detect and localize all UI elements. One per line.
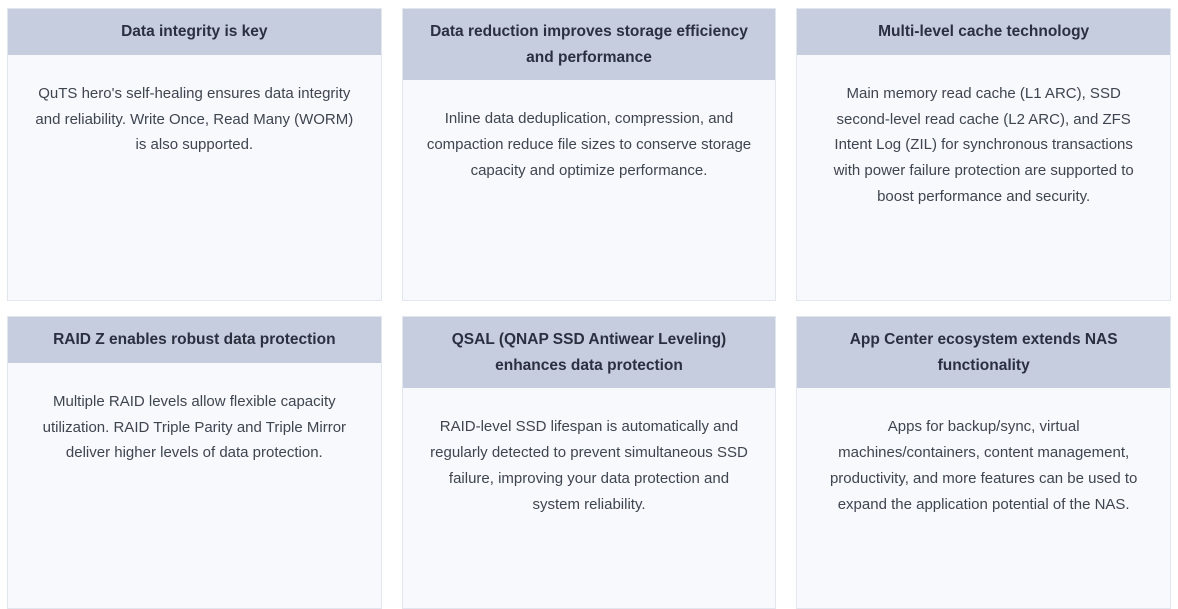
feature-card-description: QuTS hero's self-healing ensures data integrity and reliability. Write Once, Read Many (WORM) is also supported. [35,84,354,154]
feature-card-description: Multiple RAID levels allow flexible capacity utilization. RAID Triple Parity and Triple Mirror deliver higher levels of data protection. [42,392,347,462]
feature-card [7,316,382,609]
feature-card-body [403,388,776,608]
feature-card-body [8,363,381,608]
feature-card-title: Multi-level cache technology [797,9,1170,55]
feature-card-body [403,80,776,300]
feature-card [796,8,1171,301]
feature-card [796,316,1171,609]
feature-card-title: App Center ecosystem extends NAS functionality [797,317,1170,388]
feature-card-body [797,388,1170,608]
feature-card-description: Apps for backup/sync, virtual machines/containers, content management, productivity, and more features can be used to expand the application potential of the NAS. [829,418,1138,513]
feature-card [402,8,777,301]
feature-card [402,316,777,609]
feature-card-description: Inline data deduplication, compression, and compaction reduce file sizes to conserve storage capacity and optimize performance. [426,110,752,179]
feature-card-title: Data integrity is key [8,9,381,55]
feature-card-title: RAID Z enables robust data protection [8,317,381,363]
feature-card-body [797,55,1170,300]
feature-card-title: QSAL (QNAP SSD Antiwear Leveling) enhances data protection [403,317,776,388]
feature-card [7,8,382,301]
feature-card-body [8,55,381,300]
feature-card-description: Main memory read cache (L1 ARC), SSD second-level read cache (L2 ARC), and ZFS Intent Log (ZIL) for synchronous transactions with power failure protection are supported to boost performance and security. [833,84,1134,206]
feature-card-description: RAID-level SSD lifespan is automatically and regularly detected to prevent simultaneous SSD failure, improving your data protection and system reliability. [430,418,748,513]
feature-card-title: Data reduction improves storage efficiency and performance [403,9,776,80]
